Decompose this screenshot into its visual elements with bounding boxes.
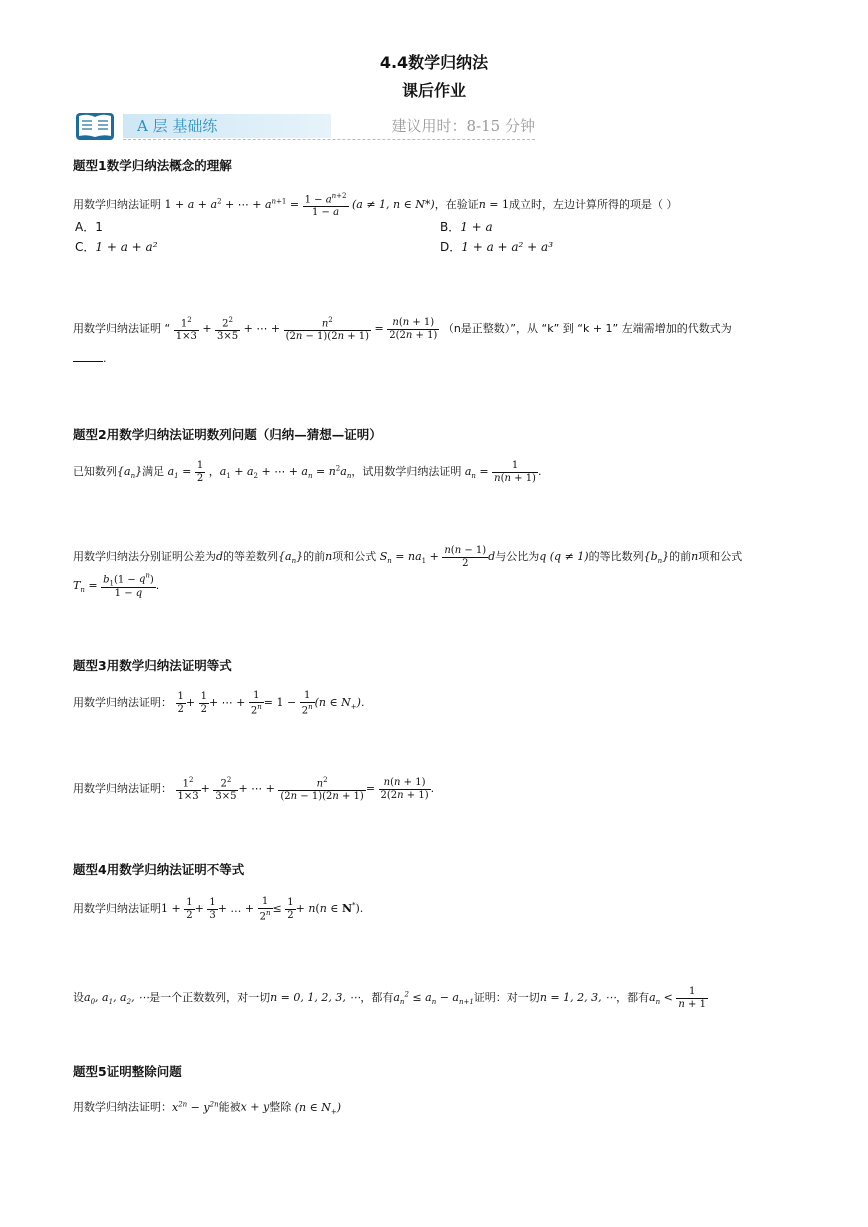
question-2: 用数学归纳法证明 “ $\frac{1^2}{1\times 3}$ + $\frac{2^2}{3\times 5}$ + ⋯ + $\frac{n^2}{(2n - 1)(2n + 1)}$ = $\frac{n(n + 1)}{2(2n + 1)}$ （n是正整数）”，从 “k” 到 “k + 1” 左端需增加的代数式为 (73, 316, 732, 342)
page-subtitle: 课后作业 (401, 81, 466, 100)
book-icon (75, 110, 115, 142)
section-heading: 题型5证明整除问题 (73, 1064, 182, 1079)
suggested-time: 建议用时：8-15 分钟 (391, 117, 535, 135)
question-9: 用数学归纳法证明：$x^{2n} - y^{2n}$能被x + y整除 (n ∈ $N_+$) (73, 1100, 342, 1116)
question-3: 已知数列$\{a_n\}$满足 $a_1$ = $\frac{1}{2}$ ，$a_1 + a_2$ + ⋯ + $a_n = n^2a_n$，试用数学归纳法证明 $a_n$ = $\frac{1}{n(n + 1)}$ . (73, 460, 542, 484)
option-a[interactable]: A．1 (75, 220, 103, 234)
section-heading: 题型4用数学归纳法证明不等式 (73, 862, 245, 877)
section-heading: 题型2用数学归纳法证明数列问题（归纳—猜想—证明） (73, 427, 382, 442)
section-heading: 题型3用数学归纳法证明等式 (73, 658, 232, 673)
question-4: 用数学归纳法分别证明公差为d的等差数列$\{a_n\}$的前n项和公式 $S_n = na_1$ + $\frac{n(n - 1)}{2}$ d与公比为q (q ≠ 1)的等比数列$\{b_n\}$的前n项和公式 (73, 545, 743, 569)
level-label: A 层 基础练 (123, 114, 331, 138)
section-heading: 题型1数学归纳法概念的理解 (73, 158, 232, 173)
option-c[interactable]: C．1 + a + a² (75, 240, 158, 254)
option-b[interactable]: B．1 + a (440, 220, 493, 234)
banner-divider (123, 139, 535, 140)
question-7: 用数学归纳法证明1 + $\frac{1}{2}$ + $\frac{1}{3}$ + … + $\frac{1}{2^n}$ ≤ $\frac{1}{2}$ + n(n ∈ N*). (73, 896, 364, 922)
question-8: 设$a_0$, $a_1$, $a_2$, ⋯是一个正数数列，对一切n = 0, 1, 2, 3, ⋯，都有$a_n^2 \le a_n - a_{n+1}$证明：对一切n = 1, 2, 3, ⋯，都有$a_n$ < $\frac{1}{n + 1}$ (73, 986, 706, 1010)
option-d[interactable]: D．1 + a + a² + a³ (440, 240, 554, 254)
question-4-formula: $T_n$ = $\frac{b_1(1 - q^n)}{1 - q}$ . (73, 572, 160, 600)
page-title: 4.4数学归纳法 (379, 53, 489, 72)
question-6: 用数学归纳法证明： $\frac{1^2}{1\times 3}$ + $\frac{2^2}{3\times 5}$ + ⋯ + $\frac{n^2}{(2n - 1)(2n + 1)}$ = $\frac{n(n + 1)}{2(2n + 1)}$ . (73, 776, 435, 802)
question-1: 用数学归纳法证明 $1 + a + a^2$ + ⋯ + $a^{n+1}$ = $\frac{1 - a^{n+2}}{1 - a}$ (a ≠ 1, n ∈ N*)，在验证n = 1成立时，左边计算所得的项是（ ） (73, 192, 678, 218)
level-banner (75, 110, 535, 142)
answer-blank[interactable]: . (73, 352, 107, 365)
question-5: 用数学归纳法证明： $\frac{1}{2}$ + $\frac{1}{2}$ + ⋯ + $\frac{1}{2^n}$ = 1 − $\frac{1}{2^n}$ (n ∈ $N_+$). (73, 690, 365, 716)
